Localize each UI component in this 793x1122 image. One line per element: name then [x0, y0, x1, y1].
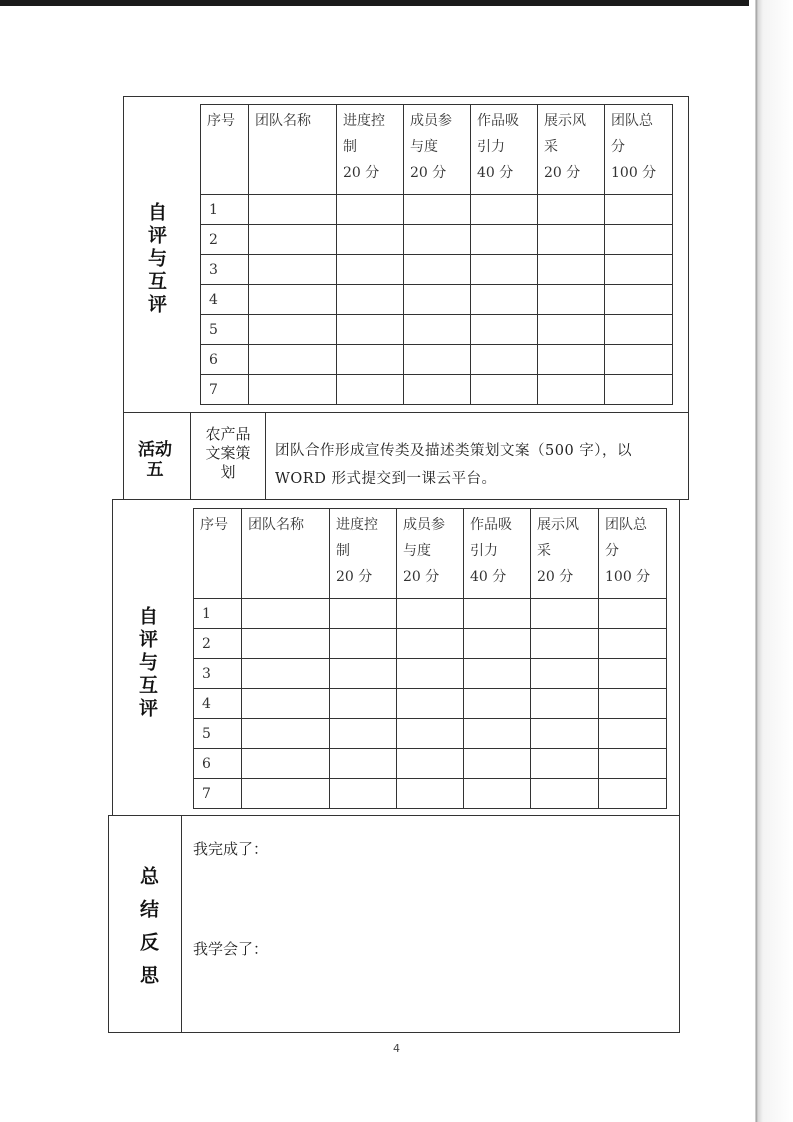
header-text: 20 分 — [403, 569, 440, 585]
activity-title-line-1: 农产品 — [205, 425, 251, 443]
row-number: 3 — [201, 255, 249, 285]
score-cell[interactable] — [599, 779, 667, 809]
row-number: 7 — [194, 779, 242, 809]
header-text: 20 分 — [410, 165, 447, 181]
score-cell[interactable] — [330, 599, 397, 629]
header-text: 序号 — [200, 517, 228, 533]
row-number: 3 — [194, 659, 242, 689]
score-table-1-header-2 — [249, 105, 337, 195]
activity-divider-2 — [265, 412, 266, 500]
score-cell[interactable] — [242, 599, 330, 629]
score-cell[interactable] — [242, 779, 330, 809]
header-text: 采 — [544, 139, 558, 155]
header-text: 进度控 — [343, 113, 385, 129]
score-cell[interactable] — [242, 659, 330, 689]
activity-description-line-2: WORD 形式提交到一课云平台。 — [275, 471, 497, 487]
score-cell[interactable] — [397, 689, 464, 719]
header-text: 与度 — [403, 543, 431, 559]
row-number: 6 — [201, 345, 249, 375]
header-text: 展示风 — [544, 113, 586, 129]
score-table-1-header-1 — [201, 105, 249, 195]
header-text: 展示风 — [537, 517, 579, 533]
header-text: 与度 — [410, 139, 438, 155]
score-cell[interactable] — [538, 195, 605, 225]
score-cell[interactable] — [404, 255, 471, 285]
activity-title-line-2: 文案策 — [205, 444, 251, 462]
table-row — [194, 749, 667, 779]
summary-divider — [181, 815, 182, 1033]
score-cell[interactable] — [605, 315, 673, 345]
score-cell[interactable] — [330, 659, 397, 689]
score-cell[interactable] — [404, 315, 471, 345]
page-number: 4 — [393, 1042, 400, 1055]
table-row — [194, 719, 667, 749]
score-cell[interactable] — [531, 779, 599, 809]
activity-title — [192, 425, 264, 482]
score-table-1-header-7 — [605, 105, 673, 195]
learned-prompt: 我学会了： — [193, 940, 269, 958]
score-cell[interactable] — [242, 719, 330, 749]
score-cell[interactable] — [605, 195, 673, 225]
score-cell[interactable] — [599, 599, 667, 629]
evaluation-label-1: 自评与互评 — [145, 202, 167, 317]
score-cell[interactable] — [249, 375, 337, 405]
header-text: 分 — [605, 543, 619, 559]
row-number: 7 — [201, 375, 249, 405]
header-text: 制 — [336, 543, 350, 559]
header-text: 序号 — [207, 113, 235, 129]
table-row — [201, 195, 673, 225]
table-row — [201, 285, 673, 315]
score-cell[interactable] — [605, 375, 673, 405]
activity-label: 活动五 — [138, 440, 172, 480]
table-row — [201, 225, 673, 255]
activity-description — [275, 437, 685, 493]
scan-edge-right — [749, 0, 793, 1122]
score-cell[interactable] — [599, 749, 667, 779]
score-cell[interactable] — [397, 749, 464, 779]
score-cell[interactable] — [397, 599, 464, 629]
score-table-2-header — [194, 509, 667, 599]
activity-divider-1 — [190, 412, 191, 500]
score-cell[interactable] — [599, 719, 667, 749]
score-cell[interactable] — [464, 719, 531, 749]
score-cell[interactable] — [249, 195, 337, 225]
score-cell[interactable] — [605, 345, 673, 375]
row-number: 1 — [194, 599, 242, 629]
score-cell[interactable] — [249, 345, 337, 375]
score-cell[interactable] — [242, 689, 330, 719]
header-text: 40 分 — [477, 165, 514, 181]
header-text: 引力 — [477, 139, 505, 155]
header-text: 20 分 — [343, 165, 380, 181]
score-cell[interactable] — [599, 689, 667, 719]
header-text: 引力 — [470, 543, 498, 559]
score-cell[interactable] — [538, 315, 605, 345]
score-cell[interactable] — [538, 255, 605, 285]
table-row — [194, 689, 667, 719]
header-text: 作品吸 — [470, 517, 512, 533]
score-table-2-header-5 — [464, 509, 531, 599]
score-table-1-header-3 — [337, 105, 404, 195]
score-cell[interactable] — [599, 659, 667, 689]
score-cell[interactable] — [471, 345, 538, 375]
score-table-1-header-5 — [471, 105, 538, 195]
score-cell[interactable] — [471, 375, 538, 405]
score-cell[interactable] — [242, 749, 330, 779]
score-cell[interactable] — [337, 315, 404, 345]
score-cell[interactable] — [249, 285, 337, 315]
score-cell[interactable] — [404, 285, 471, 315]
score-cell[interactable] — [404, 375, 471, 405]
score-cell[interactable] — [531, 599, 599, 629]
score-cell[interactable] — [464, 689, 531, 719]
header-text: 进度控 — [336, 517, 378, 533]
header-text: 40 分 — [470, 569, 507, 585]
score-cell[interactable] — [242, 629, 330, 659]
completed-prompt: 我完成了： — [193, 840, 269, 858]
score-cell[interactable] — [531, 659, 599, 689]
score-table-2-header-3 — [330, 509, 397, 599]
score-cell[interactable] — [330, 749, 397, 779]
row-number: 2 — [194, 629, 242, 659]
row-number: 5 — [194, 719, 242, 749]
score-cell[interactable] — [249, 255, 337, 285]
header-text: 作品吸 — [477, 113, 519, 129]
score-cell[interactable] — [471, 255, 538, 285]
score-cell[interactable] — [464, 749, 531, 779]
score-cell[interactable] — [404, 345, 471, 375]
score-cell[interactable] — [538, 345, 605, 375]
score-table-2 — [193, 508, 667, 809]
scan-edge-top — [0, 0, 793, 6]
score-cell[interactable] — [337, 345, 404, 375]
table-row — [201, 345, 673, 375]
row-number: 4 — [201, 285, 249, 315]
table-row — [194, 599, 667, 629]
score-cell[interactable] — [249, 225, 337, 255]
score-cell[interactable] — [464, 599, 531, 629]
header-text: 成员参 — [410, 113, 452, 129]
row-number: 1 — [201, 195, 249, 225]
score-cell[interactable] — [397, 719, 464, 749]
score-cell[interactable] — [337, 195, 404, 225]
row-number: 4 — [194, 689, 242, 719]
header-text: 成员参 — [403, 517, 445, 533]
header-text: 20 分 — [537, 569, 574, 585]
score-cell[interactable] — [337, 225, 404, 255]
evaluation-label-2: 自评与互评 — [136, 606, 158, 721]
header-text: 团队总 — [611, 113, 653, 129]
score-table-2-header-7 — [599, 509, 667, 599]
score-table-1-header — [201, 105, 673, 195]
score-cell[interactable] — [471, 225, 538, 255]
activity-title-line-3: 划 — [220, 463, 236, 481]
row-number: 6 — [194, 749, 242, 779]
score-cell[interactable] — [538, 285, 605, 315]
header-text: 团队名称 — [255, 113, 311, 129]
score-cell[interactable] — [330, 779, 397, 809]
score-table-2-header-2 — [242, 509, 330, 599]
score-cell[interactable] — [330, 629, 397, 659]
score-table-1-header-6 — [538, 105, 605, 195]
score-cell[interactable] — [464, 779, 531, 809]
score-cell[interactable] — [397, 659, 464, 689]
score-cell[interactable] — [605, 225, 673, 255]
header-text: 100 分 — [605, 569, 651, 585]
score-cell[interactable] — [404, 195, 471, 225]
score-cell[interactable] — [471, 195, 538, 225]
score-cell[interactable] — [599, 629, 667, 659]
table-row — [194, 659, 667, 689]
header-text: 采 — [537, 543, 551, 559]
score-cell[interactable] — [249, 315, 337, 345]
score-cell[interactable] — [538, 375, 605, 405]
table-row — [194, 629, 667, 659]
table-row — [201, 255, 673, 285]
header-text: 制 — [343, 139, 357, 155]
score-table-1 — [200, 104, 673, 405]
score-table-2-header-1 — [194, 509, 242, 599]
header-text: 100 分 — [611, 165, 657, 181]
summary-label: 总结反思 — [137, 866, 159, 998]
score-cell[interactable] — [531, 719, 599, 749]
score-table-1-header-4 — [404, 105, 471, 195]
score-cell[interactable] — [605, 285, 673, 315]
score-cell[interactable] — [397, 779, 464, 809]
score-cell[interactable] — [605, 255, 673, 285]
score-cell[interactable] — [337, 375, 404, 405]
score-cell[interactable] — [397, 629, 464, 659]
score-cell[interactable] — [531, 749, 599, 779]
header-text: 20 分 — [336, 569, 373, 585]
table-row — [194, 779, 667, 809]
table-row — [201, 375, 673, 405]
score-cell[interactable] — [337, 285, 404, 315]
score-cell[interactable] — [531, 629, 599, 659]
table-row — [201, 315, 673, 345]
score-cell[interactable] — [337, 255, 404, 285]
score-cell[interactable] — [464, 629, 531, 659]
score-table-2-header-6 — [531, 509, 599, 599]
score-cell[interactable] — [471, 285, 538, 315]
header-text: 20 分 — [544, 165, 581, 181]
header-text: 分 — [611, 139, 625, 155]
activity-description-line-1: 团队合作形成宣传类及描述类策划文案（500 字），以 — [275, 443, 633, 459]
row-number: 2 — [201, 225, 249, 255]
score-cell[interactable] — [464, 659, 531, 689]
row-number: 5 — [201, 315, 249, 345]
score-cell[interactable] — [404, 225, 471, 255]
score-cell[interactable] — [531, 689, 599, 719]
header-text: 团队名称 — [248, 517, 304, 533]
score-cell[interactable] — [471, 315, 538, 345]
score-cell[interactable] — [330, 689, 397, 719]
header-text: 团队总 — [605, 517, 647, 533]
score-table-2-header-4 — [397, 509, 464, 599]
score-cell[interactable] — [330, 719, 397, 749]
score-cell[interactable] — [538, 225, 605, 255]
